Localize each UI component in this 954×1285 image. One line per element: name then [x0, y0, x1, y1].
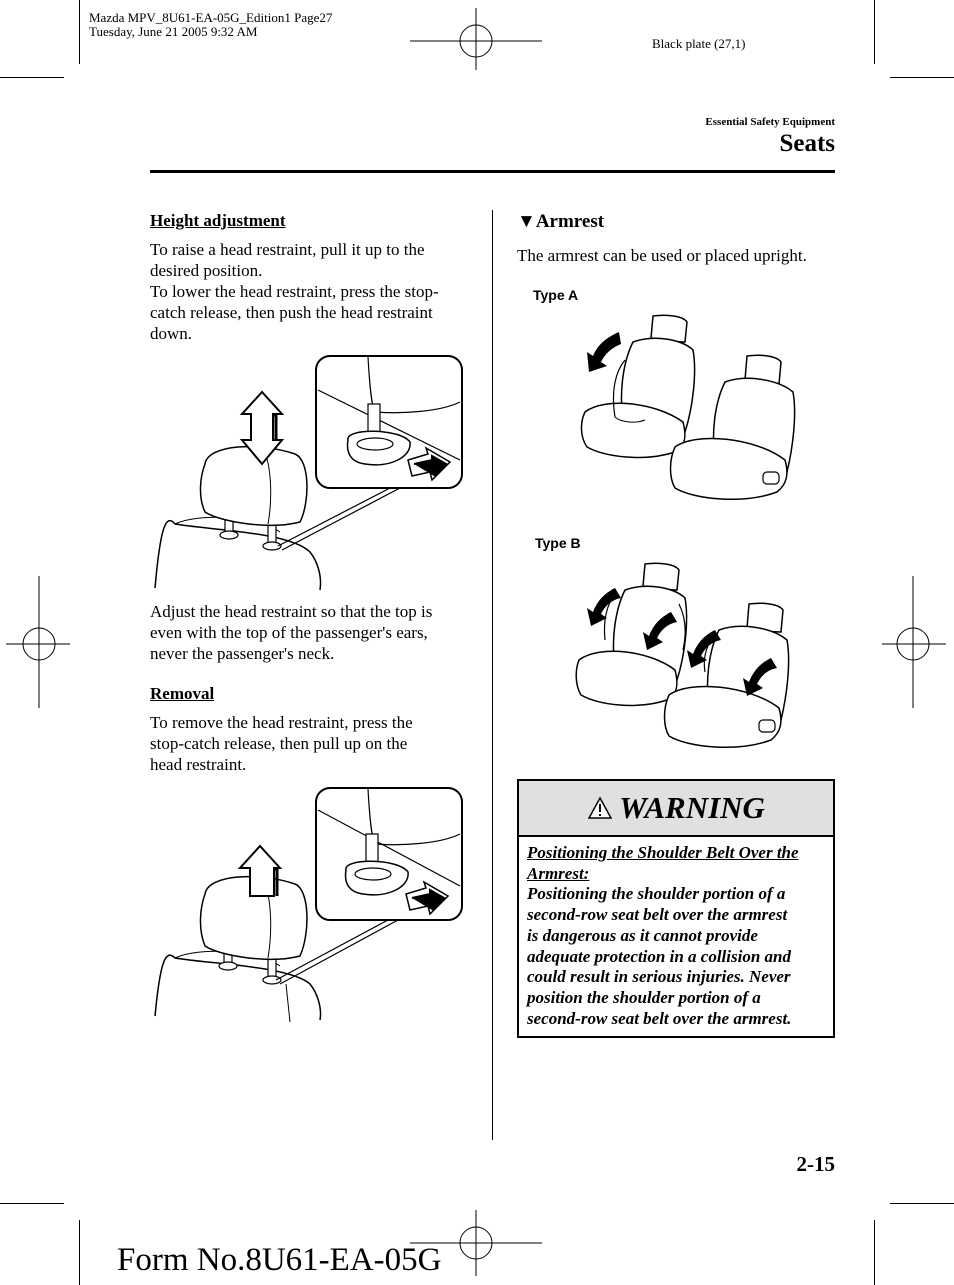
armrest-heading: ▼Armrest [517, 211, 605, 232]
armrest-type-a-illustration [575, 312, 805, 508]
print-meta-plate: Black plate (27,1) [652, 36, 746, 51]
height-adjustment-heading: Height adjustment [150, 211, 286, 230]
print-meta-line1: Mazda MPV_8U61-EA-05G_Edition1 Page27 [89, 10, 333, 25]
section-label: Essential Safety Equipment [705, 116, 835, 128]
page-number: 2-15 [796, 1152, 835, 1176]
head-restraint-removal-illustration [150, 784, 470, 1024]
warning-subheading: Positioning the Shoulder Belt Over the Armrest: [527, 843, 799, 883]
type-a-label: Type A [533, 287, 579, 303]
registration-mark-icon [6, 576, 70, 708]
warning-title: WARNING [619, 790, 765, 825]
type-b-label: Type B [535, 535, 581, 551]
armrest-text: The armrest can be used or placed upright. [517, 246, 807, 265]
print-meta-line2: Tuesday, June 21 2005 9:32 AM [89, 24, 258, 39]
page-title: Seats [779, 130, 835, 157]
height-adjustment-text: To raise a head restraint, pull it up to the desired position. To lower the head restraint, press the stop- catch release, then push the head restraint down. [150, 240, 439, 343]
removal-text: To remove the head restraint, press the stop-catch release, then pull up on the head restraint. [150, 713, 413, 774]
warning-triangle-icon [587, 796, 613, 820]
registration-mark-icon [882, 576, 946, 708]
head-restraint-height-illustration [150, 352, 470, 594]
warning-text: Positioning the Shoulder Belt Over the Armrest: Positioning the shoulder portion of a second-row seat belt over the armrest is dangerous as it cannot provide adequate protection in a collision and could result in serious injuries. Never position the shoulder portion of a second-row seat belt over the armrest. [519, 837, 833, 1035]
warning-header [519, 781, 833, 837]
adjust-position-text: Adjust the head restraint so that the top is even with the top of the passenger's ears, never the passenger's neck. [150, 602, 433, 663]
removal-heading: Removal [150, 684, 215, 703]
column-divider [492, 210, 493, 1140]
registration-mark-icon [410, 6, 542, 70]
triangle-marker-icon: ▼ [517, 211, 536, 232]
header-rule [150, 170, 835, 173]
armrest-type-b-illustration [575, 560, 795, 756]
form-number: Form No.8U61-EA-05G [117, 1242, 442, 1278]
warning-box [517, 779, 835, 1038]
